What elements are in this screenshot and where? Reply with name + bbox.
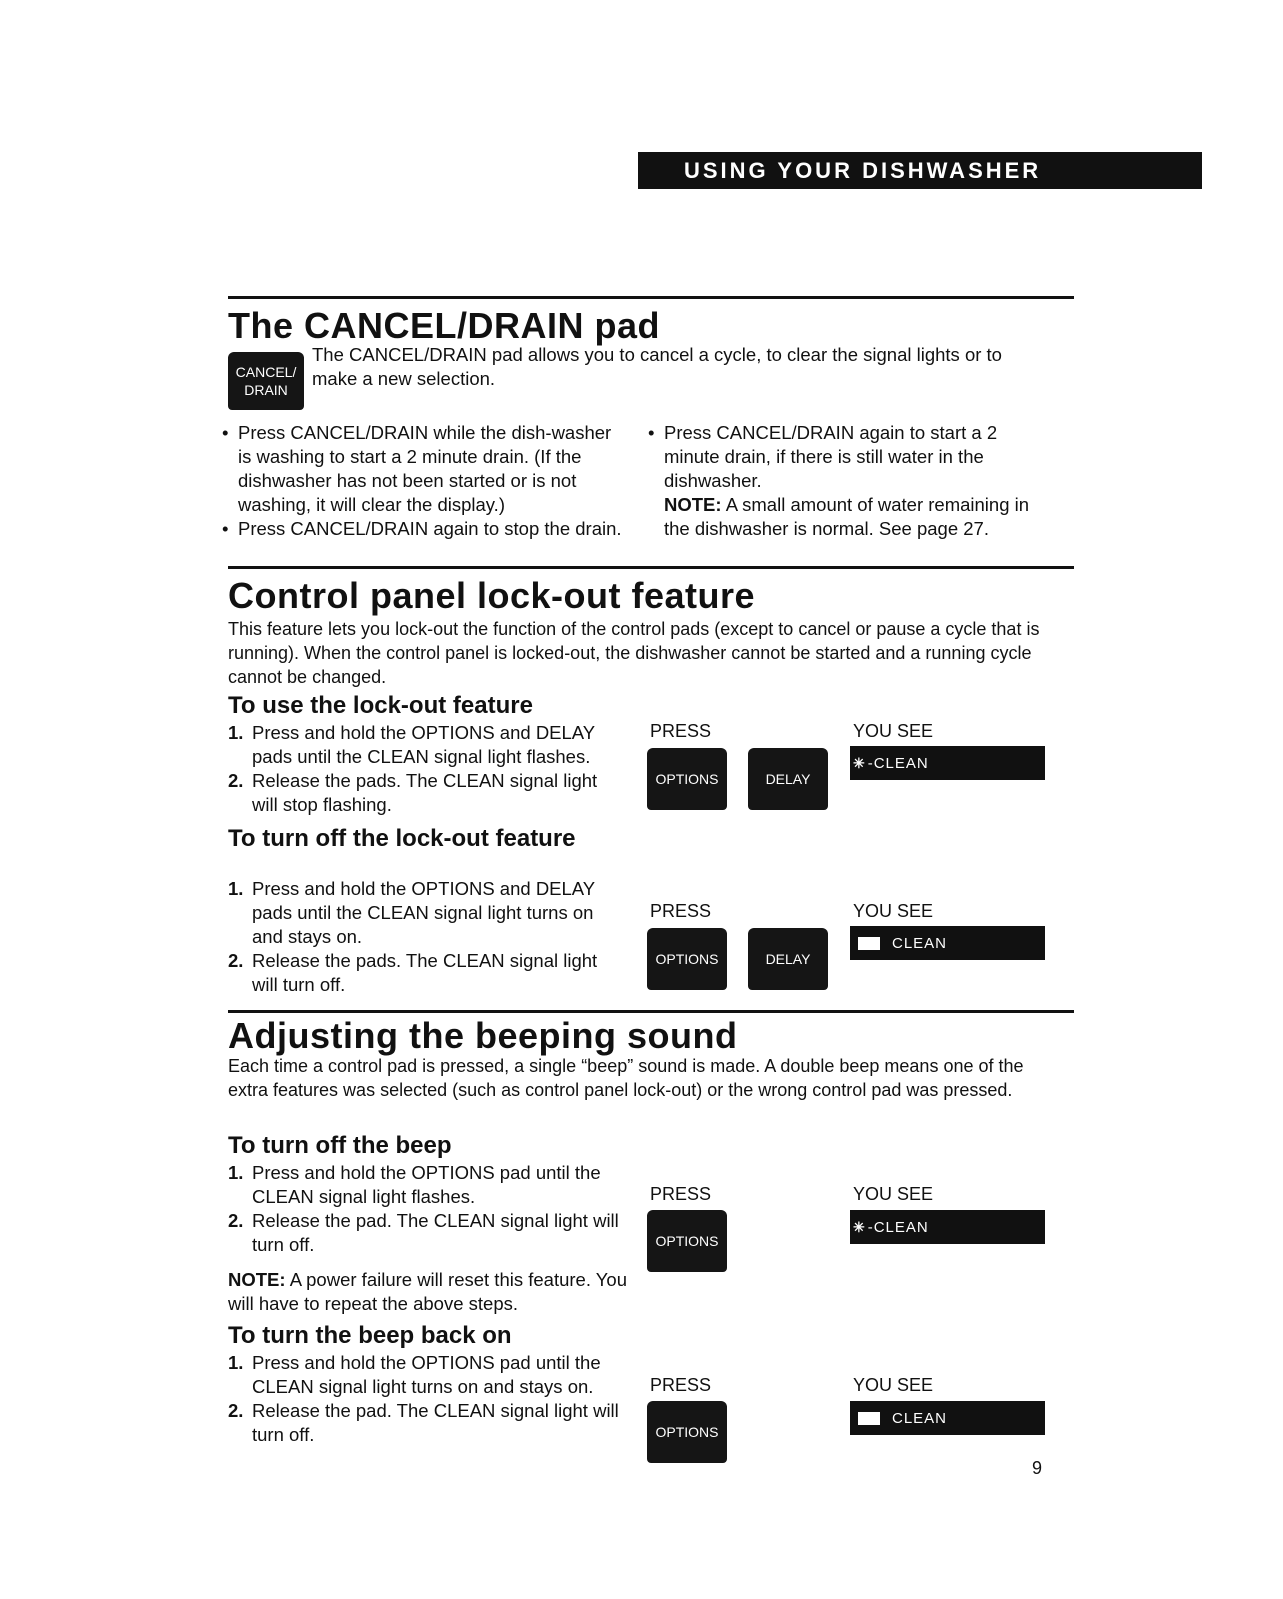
bullet-text: Press CANCEL/DRAIN while the dish-washer is washing to start a 2 minute drain. (If the dishwasher has not been started or is not washing, it will clear the display.) <box>238 422 612 515</box>
cancel-drain-pad-icon <box>228 352 304 410</box>
step-number: 1. <box>228 722 244 743</box>
bullet-text: Press CANCEL/DRAIN again to start a 2 minute drain, if there is still water in the dishwasher. <box>664 422 998 491</box>
delay-pad-icon: DELAY <box>748 928 828 990</box>
step-text: Release the pad. The CLEAN signal light will turn off. <box>252 1400 619 1445</box>
flashing-light-icon: ✳ <box>853 754 866 771</box>
beep-on-steps <box>228 1351 638 1447</box>
beep-intro: Each time a control pad is pressed, a single “beep” sound is made. A double beep means one of the extra features was selected (such as control panel lock-out) or the wrong control pad was pressed. <box>228 1056 1024 1100</box>
press-label: PRESS <box>650 721 712 741</box>
step-text: Press and hold the OPTIONS and DELAY pads until the CLEAN signal light flashes. <box>252 722 595 767</box>
options-pad-icon: OPTIONS <box>647 1401 727 1463</box>
you-see-label: YOU SEE <box>853 721 934 741</box>
step-item <box>228 949 628 997</box>
cancel-intro <box>312 343 1072 391</box>
clean-steady-display <box>850 926 1045 960</box>
beep-title: Adjusting the beeping sound <box>228 1015 738 1056</box>
step-item <box>228 1399 638 1447</box>
press-label: PRESS <box>650 1184 712 1204</box>
lockout-intro: This feature lets you lock-out the function of the control pads (except to cancel or pause a cycle that is running). When the control panel is locked-out, the dishwasher cannot be started and a running cycle cannot be changed. <box>228 619 1040 687</box>
lockout-off-heading: To turn off the lock-out feature <box>228 825 576 852</box>
step-text: Press and hold the OPTIONS and DELAY pads until the CLEAN signal light turns on and stays on. <box>252 878 595 947</box>
note-text: A power failure will reset this feature. You will have to repeat the above steps. <box>228 1269 627 1314</box>
step-number: 2. <box>228 1400 244 1421</box>
section-divider <box>228 296 1074 299</box>
lockout-use-steps <box>228 721 628 817</box>
page-number: 9 <box>1032 1458 1043 1478</box>
you-see-label: YOU SEE <box>853 1184 934 1204</box>
beep-off-steps <box>228 1161 628 1257</box>
step-text: Release the pad. The CLEAN signal light will turn off. <box>252 1210 619 1255</box>
note-label: NOTE: <box>228 1269 286 1290</box>
pad-label-line1: CANCEL/ <box>235 364 297 380</box>
step-number: 2. <box>228 950 244 971</box>
step-number: 2. <box>228 770 244 791</box>
step-item <box>228 1351 638 1399</box>
step-item <box>228 1209 628 1257</box>
step-text: Release the pads. The CLEAN signal light will turn off. <box>252 950 598 995</box>
press-label: PRESS <box>650 901 712 921</box>
step-number: 1. <box>228 1162 244 1183</box>
display-text: -CLEAN <box>867 1218 929 1236</box>
note-label: NOTE: <box>664 494 722 515</box>
display-text: -CLEAN <box>867 754 929 772</box>
you-see-label: YOU SEE <box>853 901 934 921</box>
cancel-intro-line1: The CANCEL/DRAIN pad allows you to cancel a cycle, to clear the signal lights or to <box>312 344 1002 365</box>
step-text: Press and hold the OPTIONS pad until the CLEAN signal light flashes. <box>252 1162 601 1207</box>
step-number: 1. <box>228 878 244 899</box>
bullet-item <box>222 421 627 517</box>
step-number: 2. <box>228 1210 244 1231</box>
step-item <box>228 769 628 817</box>
press-label: PRESS <box>650 1375 712 1395</box>
lockout-off-steps <box>228 877 628 997</box>
bullet-dot: • <box>648 422 655 443</box>
clean-flashing-display <box>850 746 1045 780</box>
steady-light-icon <box>858 937 880 950</box>
note-text: A small amount of water remaining in the dishwasher is normal. See page 27. <box>664 494 1030 539</box>
steady-light-icon <box>858 1412 880 1425</box>
step-text: Press and hold the OPTIONS pad until the CLEAN signal light turns on and stays on. <box>252 1352 601 1397</box>
delay-pad-icon: DELAY <box>748 748 828 810</box>
cancel-right-bullets <box>648 421 1048 541</box>
bullet-item <box>648 421 1048 493</box>
section-divider <box>228 1010 1074 1013</box>
lockout-use-heading: To use the lock-out feature <box>228 692 533 719</box>
options-pad-icon: OPTIONS <box>647 748 727 810</box>
cancel-left-bullets <box>222 421 627 541</box>
section-banner <box>638 152 1202 189</box>
bullet-dot: • <box>222 518 229 539</box>
display-text: CLEAN <box>892 1409 948 1427</box>
flashing-light-icon: ✳ <box>853 1218 866 1235</box>
banner-text: USING YOUR DISHWASHER <box>684 157 1042 183</box>
bullet-item <box>222 517 627 541</box>
pad-label-line2: DRAIN <box>244 382 288 398</box>
lockout-title: Control panel lock-out feature <box>228 575 756 616</box>
step-item <box>228 721 628 769</box>
clean-steady-display <box>850 1401 1045 1435</box>
cancel-intro-line2: make a new selection. <box>312 368 496 389</box>
clean-flashing-display <box>850 1210 1045 1244</box>
cancel-note <box>648 493 1048 541</box>
beep-off-heading: To turn off the beep <box>228 1132 452 1159</box>
step-item <box>228 877 628 949</box>
section-divider <box>228 566 1074 569</box>
step-text: Release the pads. The CLEAN signal light will stop flashing. <box>252 770 598 815</box>
options-pad-icon: OPTIONS <box>647 928 727 990</box>
step-number: 1. <box>228 1352 244 1373</box>
you-see-label: YOU SEE <box>853 1375 934 1395</box>
beep-note <box>228 1268 628 1316</box>
bullet-dot: • <box>222 422 229 443</box>
cancel-drain-title: The CANCEL/DRAIN pad <box>228 305 660 346</box>
options-pad-icon: OPTIONS <box>647 1210 727 1272</box>
step-item <box>228 1161 628 1209</box>
display-text: CLEAN <box>892 934 948 952</box>
bullet-text: Press CANCEL/DRAIN again to stop the drain. <box>238 518 622 539</box>
beep-on-heading: To turn the beep back on <box>228 1322 512 1349</box>
